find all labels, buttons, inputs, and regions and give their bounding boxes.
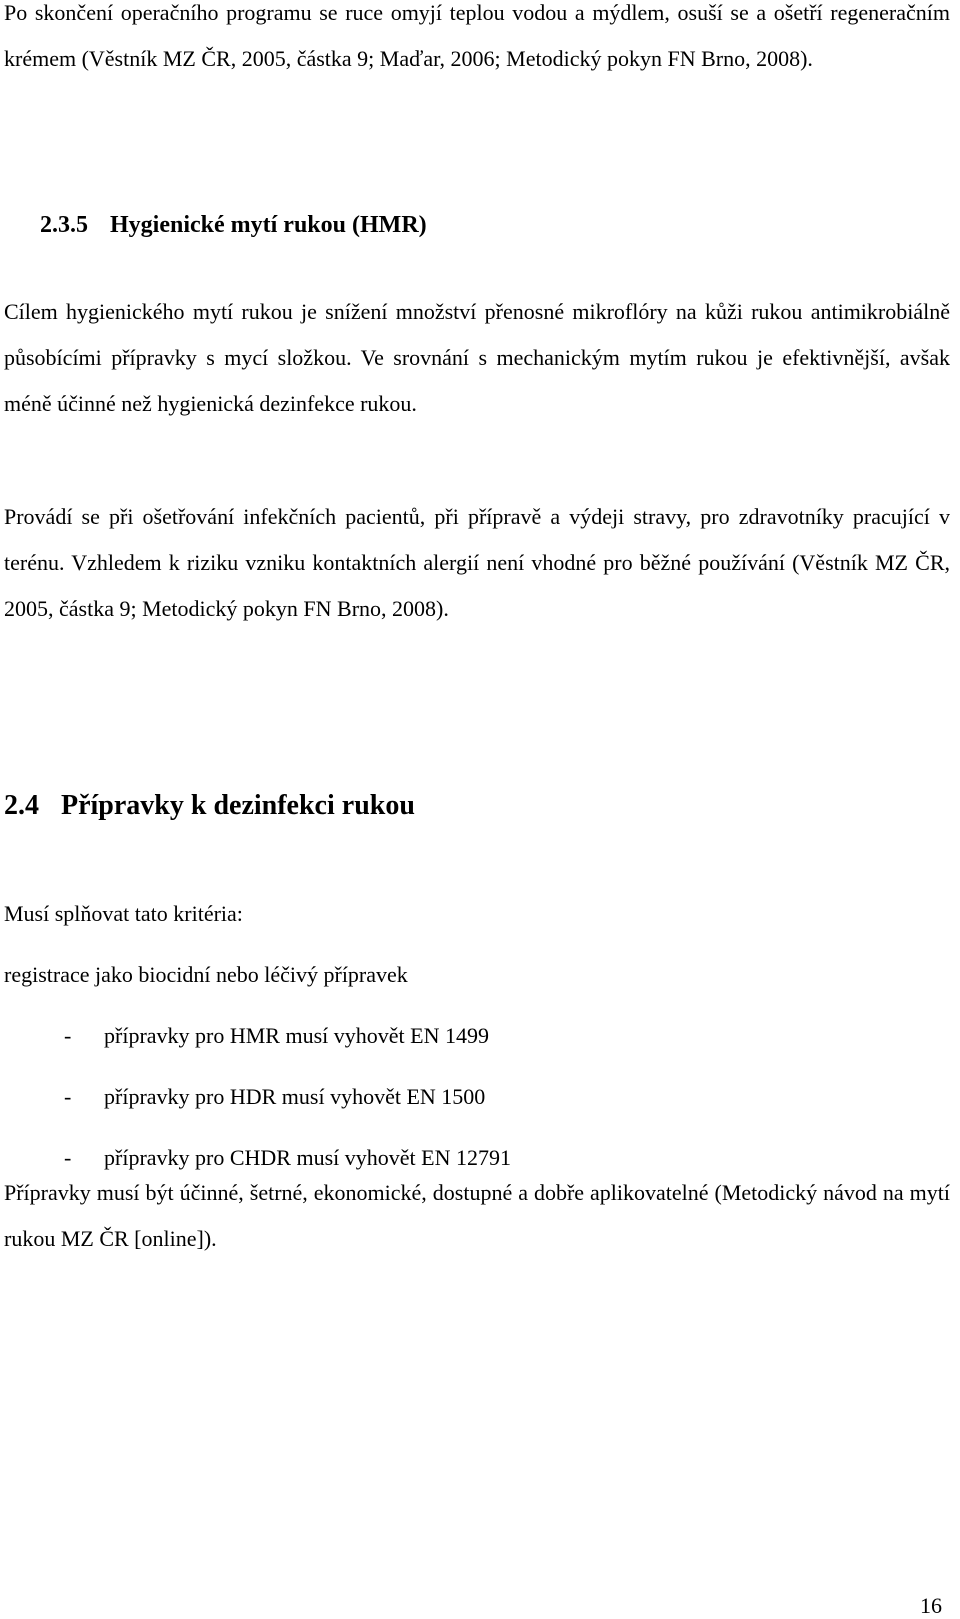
section-title: Hygienické mytí rukou (HMR) <box>110 212 427 238</box>
list-item-text: přípravky pro CHDR musí vyhovět EN 12791 <box>104 1145 511 1170</box>
criteria-intro: Musí splňovat tato kritéria: <box>4 901 243 926</box>
section-title: Přípravky k dezinfekci rukou <box>61 790 415 821</box>
page-number: 16 <box>920 1593 942 1618</box>
section-heading-2-3-5 <box>40 208 427 242</box>
list-dash: - <box>64 1084 72 1109</box>
section-number: 2.3.5 <box>40 212 88 238</box>
list-item <box>64 1082 485 1112</box>
registration-line: registrace jako biocidní nebo léčivý přípravek <box>4 962 408 987</box>
paragraph-preparation-requirements: Přípravky musí být účinné, šetrné, ekonomické, dostupné a dobře aplikovatelné (Metodický návod na mytí rukou MZ ČR [online]). <box>4 1180 950 1251</box>
list-item-text: přípravky pro HDR musí vyhovět EN 1500 <box>104 1084 486 1109</box>
section-heading-2-4 <box>4 787 415 825</box>
list-dash: - <box>64 1145 72 1170</box>
paragraph-hmr-usage: Provádí se při ošetřování infekčních pacientů, při přípravě a výdeji stravy, pro zdravotníky pracující v terénu. Vzhledem k riziku vzniku kontaktních alergií není vhodné pro běžné používání (Věstník MZ ČR, 2005, částka 9; Metodický pokyn FN Brno, 2008). <box>4 504 950 621</box>
paragraph-hmr-goal: Cílem hygienického mytí rukou je snížení množství přenosné mikroflóry na kůži rukou antimikrobiálně působícími přípravky s mycí složkou. Ve srovnání s mechanickým mytím rukou je efektivnější, avšak méně účinné než hygienická dezinfekce rukou. <box>4 299 950 416</box>
list-item <box>64 1021 489 1051</box>
list-dash: - <box>64 1023 72 1048</box>
section-number: 2.4 <box>4 790 39 821</box>
list-item-text: přípravky pro HMR musí vyhovět EN 1499 <box>104 1023 489 1048</box>
list-item <box>64 1143 511 1173</box>
paragraph-post-operation-care: Po skončení operačního programu se ruce omyjí teplou vodou a mýdlem, osuší se a ošetří regeneračním krémem (Věstník MZ ČR, 2005, částka 9; Maďar, 2006; Metodický pokyn FN Brno, 2008). <box>4 0 950 71</box>
